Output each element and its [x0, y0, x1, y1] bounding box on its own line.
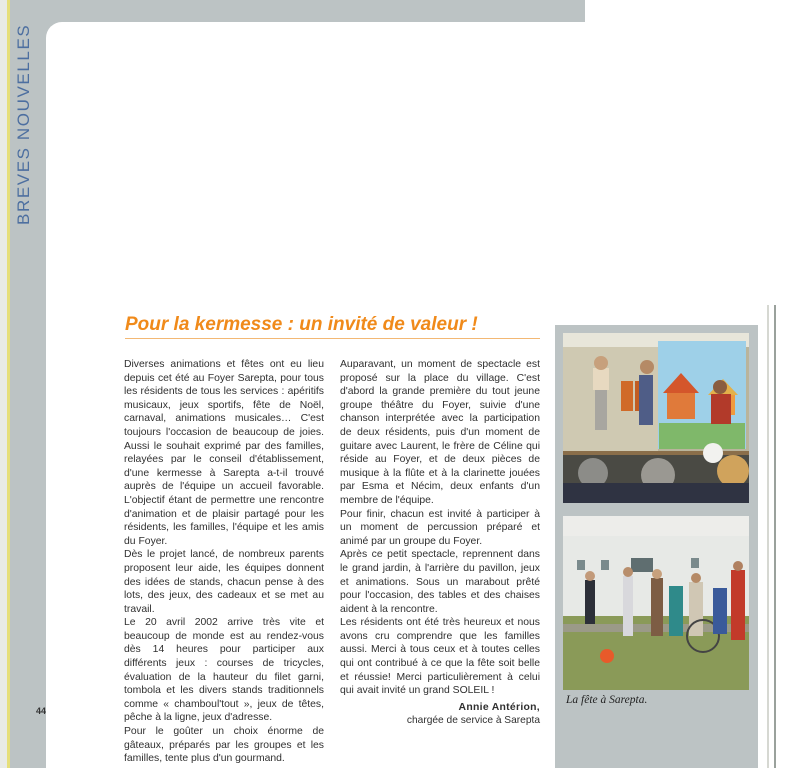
- paragraph: Les résidents ont été très heureux et nous avons cru comprendre que les familles aussi. Merci à tous ceux et à toutes celles qui ont contribué à ce que la fête soit belle et réussie! Merci particulièrement à celui qui avait invité un grand SOLEIL !: [340, 617, 540, 697]
- page-number: 44: [36, 706, 47, 716]
- photo-garden-gathering: [563, 516, 749, 690]
- page-edge: [0, 0, 7, 768]
- page-edge-rule: [774, 305, 776, 768]
- section-label: BREVES NOUVELLES: [14, 23, 33, 225]
- article-column-left: [124, 358, 324, 766]
- article-title: Pour la kermesse : un invité de valeur !: [125, 314, 478, 335]
- paragraph: Diverses animations et fêtes ont eu lieu depuis cet été au Foyer Sarepta, pour tous les résidents de tous les services : apéritifs musicaux, jeux sportifs, fête de Noël, carnaval, animations musicales… C'est toujours l'occasion de beaucoup de joies. Aussi le souhait exprimé par des familles, relayées par le conseil d'établissement, d'une kermesse à Sarepta a-t-il trouvé auprès de l'équipe un accueil favorable. L'objectif étant de permettre une rencontre d'animation et de plaisir partagé pour les résidents, les familles, l'équipe et les amis du Foyer.: [124, 359, 324, 547]
- photo-caption: La fête à Sarepta.: [566, 694, 648, 706]
- paragraph: Après ce petit spectacle, reprennent dans le grand jardin, à l'arrière du pavillon, jeux et animations. Sous un marabout prêté pour l'occasion, des tables et des chaises aident à la rencontre.: [340, 549, 540, 615]
- title-divider: [125, 338, 540, 339]
- paragraph: Le 20 avril 2002 arrive très vite et beaucoup de monde est au rendez-vous dès 14 heures pour participer aux différents jeux : courses de tricycles, évaluation de la hauteur du filet garni, tombola et les divers stands traditionnels comme « chamboul'tout », jeux de têtes, pêche à la ligne, jeux d'adresse.: [124, 617, 324, 724]
- paragraph: Auparavant, un moment de spectacle est proposé sur la place du village. C'est d'abord la grande première du tout jeune groupe théâtre du Foyer, suivie d'une chanson interprétée avec la participation de deux résidents, puis d'un moment de guitare avec Laurent, le frère de Céline qui réside au Foyer, et de deux pièces de musique à la flûte et à la clarinette jouées par Esma et Nécim, deux enfants d'un membre de l'équipe.: [340, 359, 540, 506]
- paragraph: Pour le goûter un choix énorme de gâteaux, préparés par les groupes et les familles, tente plus d'un gourmand.: [124, 726, 324, 765]
- paragraph: Pour finir, chacun est invité à participer à un moment de percussion préparé et animé par un groupe du Foyer.: [340, 508, 540, 547]
- author-role: chargée de service à Sarepta: [406, 715, 540, 727]
- frame-corner: [585, 0, 790, 22]
- page-edge-line: [7, 0, 10, 768]
- paragraph: Dès le projet lancé, de nombreux parents proposent leur aide, les équipes donnent des idées de stands, chacun pense à des lots, des jeux, des cadeaux et se met au travail.: [124, 549, 324, 615]
- photo-stage-performance: [563, 333, 749, 503]
- author-name: Annie Antérion,: [458, 701, 540, 713]
- page-edge-rule: [767, 305, 769, 768]
- article-column-right: [340, 358, 540, 728]
